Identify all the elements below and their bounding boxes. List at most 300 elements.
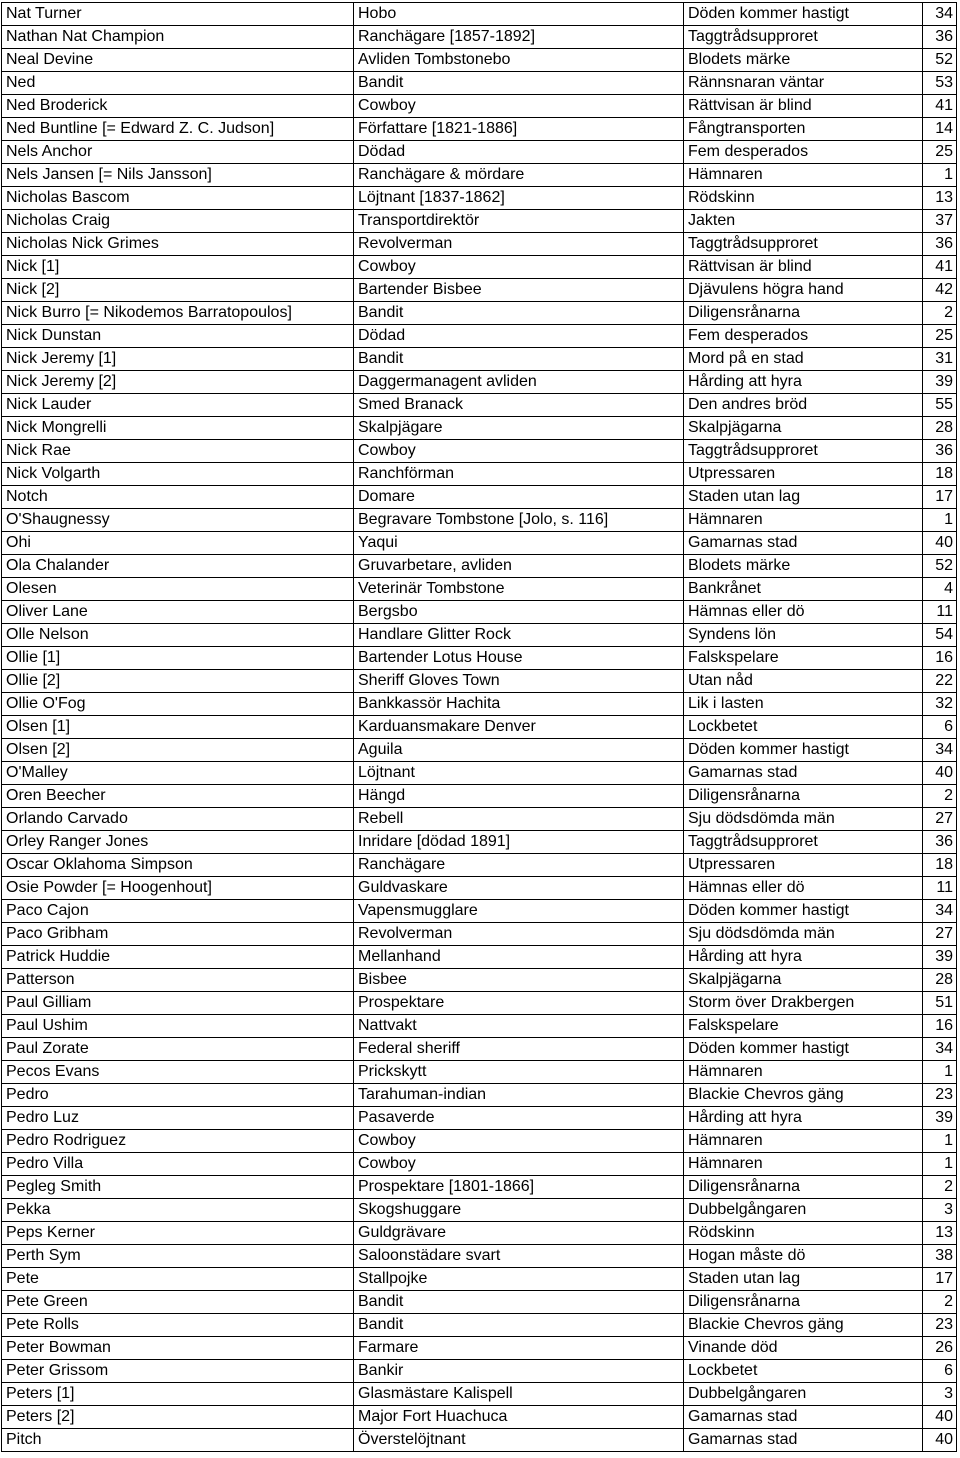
cell-role: Saloonstädare svart — [354, 1245, 684, 1268]
cell-title: Lockbetet — [684, 716, 923, 739]
cell-title: Gamarnas stad — [684, 1429, 923, 1452]
cell-title: Taggtrådsupproret — [684, 831, 923, 854]
table-row — [2, 923, 957, 946]
table-row — [2, 1291, 957, 1314]
cell-num: 40 — [923, 1429, 957, 1452]
cell-title: Vinande död — [684, 1337, 923, 1360]
cell-name: Pegleg Smith — [2, 1176, 354, 1199]
cell-role: Bandit — [354, 302, 684, 325]
table-row — [2, 946, 957, 969]
table-row — [2, 256, 957, 279]
cell-num: 17 — [923, 1268, 957, 1291]
cell-title: Fångtransporten — [684, 118, 923, 141]
cell-name: Pete Rolls — [2, 1314, 354, 1337]
cell-role: Cowboy — [354, 256, 684, 279]
cell-num: 36 — [923, 440, 957, 463]
cell-role: Bandit — [354, 348, 684, 371]
cell-name: Ned Buntline [= Edward Z. C. Judson] — [2, 118, 354, 141]
cell-title: Hämnaren — [684, 1153, 923, 1176]
cell-num: 51 — [923, 992, 957, 1015]
cell-role: Överstelöjtnant — [354, 1429, 684, 1452]
cell-title: Utan nåd — [684, 670, 923, 693]
cell-role: Bartender Bisbee — [354, 279, 684, 302]
cell-num: 1 — [923, 164, 957, 187]
table-row — [2, 187, 957, 210]
cell-num: 3 — [923, 1383, 957, 1406]
cell-num: 27 — [923, 808, 957, 831]
cell-role: Dödad — [354, 325, 684, 348]
cell-name: Perth Sym — [2, 1245, 354, 1268]
cell-num: 36 — [923, 26, 957, 49]
cell-num: 54 — [923, 624, 957, 647]
table-row — [2, 371, 957, 394]
cell-role: Bisbee — [354, 969, 684, 992]
cell-num: 34 — [923, 739, 957, 762]
cell-name: Nels Jansen [= Nils Jansson] — [2, 164, 354, 187]
cell-num: 1 — [923, 1130, 957, 1153]
cell-name: Nick Lauder — [2, 394, 354, 417]
cell-name: Peters [2] — [2, 1406, 354, 1429]
table-row — [2, 900, 957, 923]
cell-name: Peps Kerner — [2, 1222, 354, 1245]
cell-name: Ollie [1] — [2, 647, 354, 670]
cell-name: Olesen — [2, 578, 354, 601]
table-row — [2, 72, 957, 95]
cell-name: Pete — [2, 1268, 354, 1291]
cell-title: Dubbelgångaren — [684, 1199, 923, 1222]
cell-role: Ranchförman — [354, 463, 684, 486]
table-row — [2, 1176, 957, 1199]
table-row — [2, 1199, 957, 1222]
table-row — [2, 762, 957, 785]
cell-role: Mellanhand — [354, 946, 684, 969]
cell-name: Pedro — [2, 1084, 354, 1107]
cell-role: Bandit — [354, 1314, 684, 1337]
cell-num: 52 — [923, 555, 957, 578]
cell-role: Bankir — [354, 1360, 684, 1383]
cell-name: Nick Burro [= Nikodemos Barratopoulos] — [2, 302, 354, 325]
cell-role: Inridare [dödad 1891] — [354, 831, 684, 854]
table-row — [2, 1406, 957, 1429]
cell-title: Sju dödsdömda män — [684, 923, 923, 946]
cell-num: 22 — [923, 670, 957, 693]
table-row — [2, 164, 957, 187]
cell-name: Ola Chalander — [2, 555, 354, 578]
cell-num: 14 — [923, 118, 957, 141]
cell-name: Oliver Lane — [2, 601, 354, 624]
table-row — [2, 785, 957, 808]
cell-role: Glasmästare Kalispell — [354, 1383, 684, 1406]
table-row — [2, 739, 957, 762]
cell-name: Paco Cajon — [2, 900, 354, 923]
cell-role: Cowboy — [354, 440, 684, 463]
cell-num: 39 — [923, 371, 957, 394]
cell-role: Författare [1821-1886] — [354, 118, 684, 141]
cell-title: Dubbelgångaren — [684, 1383, 923, 1406]
cell-name: O'Malley — [2, 762, 354, 785]
cell-role: Cowboy — [354, 1153, 684, 1176]
cell-name: Oscar Oklahoma Simpson — [2, 854, 354, 877]
cell-title: Fem desperados — [684, 141, 923, 164]
cell-role: Begravare Tombstone [Jolo, s. 116] — [354, 509, 684, 532]
cell-title: Hämnaren — [684, 164, 923, 187]
table-row — [2, 877, 957, 900]
cell-num: 18 — [923, 463, 957, 486]
cell-role: Bergsbo — [354, 601, 684, 624]
cell-role: Aguila — [354, 739, 684, 762]
cell-num: 6 — [923, 1360, 957, 1383]
cell-name: Pedro Villa — [2, 1153, 354, 1176]
cell-title: Blodets märke — [684, 555, 923, 578]
cell-name: Nick Rae — [2, 440, 354, 463]
table-row — [2, 1245, 957, 1268]
table-row — [2, 808, 957, 831]
cell-title: Diligensrånarna — [684, 1291, 923, 1314]
cell-role: Dödad — [354, 141, 684, 164]
cell-role: Bankkassör Hachita — [354, 693, 684, 716]
cell-num: 41 — [923, 256, 957, 279]
table-row — [2, 325, 957, 348]
table-row — [2, 95, 957, 118]
table-row — [2, 1268, 957, 1291]
cell-title: Blackie Chevros gäng — [684, 1314, 923, 1337]
cell-role: Yaqui — [354, 532, 684, 555]
table-row — [2, 509, 957, 532]
table-row — [2, 831, 957, 854]
cell-name: Paul Ushim — [2, 1015, 354, 1038]
cell-role: Domare — [354, 486, 684, 509]
cell-num: 53 — [923, 72, 957, 95]
cell-title: Staden utan lag — [684, 486, 923, 509]
cell-title: Blodets märke — [684, 49, 923, 72]
table-row — [2, 969, 957, 992]
cell-title: Döden kommer hastigt — [684, 900, 923, 923]
cell-title: Rättvisan är blind — [684, 256, 923, 279]
cell-name: Olsen [2] — [2, 739, 354, 762]
table-row — [2, 486, 957, 509]
table-row — [2, 3, 957, 26]
cell-role: Revolverman — [354, 233, 684, 256]
cell-role: Nattvakt — [354, 1015, 684, 1038]
cell-name: Ned Broderick — [2, 95, 354, 118]
cell-title: Syndens lön — [684, 624, 923, 647]
cell-num: 40 — [923, 532, 957, 555]
cell-role: Löjtnant [1837-1862] — [354, 187, 684, 210]
cell-num: 2 — [923, 1176, 957, 1199]
cell-name: Nicholas Nick Grimes — [2, 233, 354, 256]
cell-num: 42 — [923, 279, 957, 302]
table-row — [2, 1084, 957, 1107]
table-row — [2, 118, 957, 141]
table-body — [2, 3, 957, 1452]
table-row — [2, 233, 957, 256]
cell-title: Jakten — [684, 210, 923, 233]
cell-num: 18 — [923, 854, 957, 877]
cell-title: Hårding att hyra — [684, 946, 923, 969]
cell-title: Döden kommer hastigt — [684, 3, 923, 26]
cell-title: Döden kommer hastigt — [684, 1038, 923, 1061]
cell-name: Ohi — [2, 532, 354, 555]
cell-num: 13 — [923, 1222, 957, 1245]
cell-num: 16 — [923, 1015, 957, 1038]
cell-role: Prospektare [1801-1866] — [354, 1176, 684, 1199]
cell-role: Tarahuman-indian — [354, 1084, 684, 1107]
cell-num: 41 — [923, 95, 957, 118]
cell-name: Pedro Luz — [2, 1107, 354, 1130]
cell-role: Guldgrävare — [354, 1222, 684, 1245]
cell-title: Hämnas eller dö — [684, 877, 923, 900]
cell-name: Nick [2] — [2, 279, 354, 302]
cell-num: 6 — [923, 716, 957, 739]
table-row — [2, 302, 957, 325]
cell-title: Döden kommer hastigt — [684, 739, 923, 762]
cell-name: Nicholas Craig — [2, 210, 354, 233]
cell-num: 23 — [923, 1314, 957, 1337]
cell-name: Ned — [2, 72, 354, 95]
cell-title: Utpressaren — [684, 463, 923, 486]
cell-num: 26 — [923, 1337, 957, 1360]
table-row — [2, 1222, 957, 1245]
cell-num: 25 — [923, 141, 957, 164]
cell-title: Storm över Drakbergen — [684, 992, 923, 1015]
cell-title: Falskspelare — [684, 647, 923, 670]
cell-title: Hårding att hyra — [684, 371, 923, 394]
cell-name: Oren Beecher — [2, 785, 354, 808]
cell-name: Osie Powder [= Hoogenhout] — [2, 877, 354, 900]
cell-num: 34 — [923, 1038, 957, 1061]
cell-role: Daggermanagent avliden — [354, 371, 684, 394]
table-row — [2, 1107, 957, 1130]
cell-role: Ranchägare [1857-1892] — [354, 26, 684, 49]
table-row — [2, 1130, 957, 1153]
cell-num: 55 — [923, 394, 957, 417]
cell-title: Rännsnaran väntar — [684, 72, 923, 95]
table-row — [2, 647, 957, 670]
cell-num: 37 — [923, 210, 957, 233]
cell-role: Pasaverde — [354, 1107, 684, 1130]
cell-title: Skalpjägarna — [684, 969, 923, 992]
cell-title: Hogan måste dö — [684, 1245, 923, 1268]
table-row — [2, 716, 957, 739]
cell-name: Peter Bowman — [2, 1337, 354, 1360]
cell-name: Notch — [2, 486, 354, 509]
cell-num: 39 — [923, 1107, 957, 1130]
cell-role: Löjtnant — [354, 762, 684, 785]
cell-name: Ollie O'Fog — [2, 693, 354, 716]
cell-num: 2 — [923, 302, 957, 325]
cell-name: Pete Green — [2, 1291, 354, 1314]
table-row — [2, 1383, 957, 1406]
cell-title: Bankrånet — [684, 578, 923, 601]
cell-title: Lik i lasten — [684, 693, 923, 716]
cell-name: Patrick Huddie — [2, 946, 354, 969]
cell-name: Olsen [1] — [2, 716, 354, 739]
cell-title: Taggtrådsupproret — [684, 233, 923, 256]
cell-name: Nick [1] — [2, 256, 354, 279]
cell-role: Revolverman — [354, 923, 684, 946]
table-row — [2, 279, 957, 302]
cell-title: Gamarnas stad — [684, 1406, 923, 1429]
cell-role: Prickskytt — [354, 1061, 684, 1084]
cell-num: 32 — [923, 693, 957, 716]
table-row — [2, 49, 957, 72]
cell-title: Blackie Chevros gäng — [684, 1084, 923, 1107]
cell-num: 36 — [923, 831, 957, 854]
table-row — [2, 1429, 957, 1452]
cell-role: Karduansmakare Denver — [354, 716, 684, 739]
cell-name: Peter Grissom — [2, 1360, 354, 1383]
cell-name: Pecos Evans — [2, 1061, 354, 1084]
table-row — [2, 532, 957, 555]
cell-name: Orley Ranger Jones — [2, 831, 354, 854]
cell-title: Fem desperados — [684, 325, 923, 348]
cell-role: Smed Branack — [354, 394, 684, 417]
table-row — [2, 1038, 957, 1061]
cell-title: Hämnas eller dö — [684, 601, 923, 624]
cell-title: Gamarnas stad — [684, 762, 923, 785]
cell-num: 27 — [923, 923, 957, 946]
cell-role: Bandit — [354, 1291, 684, 1314]
table-row — [2, 417, 957, 440]
cell-role: Rebell — [354, 808, 684, 831]
cell-num: 3 — [923, 1199, 957, 1222]
cell-name: Nick Dunstan — [2, 325, 354, 348]
cell-name: Nick Volgarth — [2, 463, 354, 486]
cell-role: Hängd — [354, 785, 684, 808]
cell-name: Paul Zorate — [2, 1038, 354, 1061]
cell-role: Sheriff Gloves Town — [354, 670, 684, 693]
cell-title: Hämnaren — [684, 1130, 923, 1153]
cell-num: 38 — [923, 1245, 957, 1268]
cell-role: Prospektare — [354, 992, 684, 1015]
cell-num: 2 — [923, 785, 957, 808]
cell-role: Bandit — [354, 72, 684, 95]
cell-name: Orlando Carvado — [2, 808, 354, 831]
cell-title: Falskspelare — [684, 1015, 923, 1038]
table-row — [2, 1337, 957, 1360]
cell-num: 4 — [923, 578, 957, 601]
cell-name: Nels Anchor — [2, 141, 354, 164]
cell-name: Nathan Nat Champion — [2, 26, 354, 49]
cell-name: Nick Mongrelli — [2, 417, 354, 440]
cell-title: Diligensrånarna — [684, 302, 923, 325]
cell-name: Nick Jeremy [1] — [2, 348, 354, 371]
cell-num: 52 — [923, 49, 957, 72]
table-row — [2, 210, 957, 233]
table-row — [2, 348, 957, 371]
cell-title: Lockbetet — [684, 1360, 923, 1383]
cell-num: 31 — [923, 348, 957, 371]
table-row — [2, 578, 957, 601]
cell-num: 1 — [923, 1153, 957, 1176]
table-row — [2, 601, 957, 624]
cell-name: O'Shaugnessy — [2, 509, 354, 532]
cell-role: Stallpojke — [354, 1268, 684, 1291]
cell-title: Hämnaren — [684, 1061, 923, 1084]
cell-name: Ollie [2] — [2, 670, 354, 693]
table-row — [2, 1015, 957, 1038]
cell-role: Major Fort Huachuca — [354, 1406, 684, 1429]
table-row — [2, 394, 957, 417]
cell-num: 39 — [923, 946, 957, 969]
cell-title: Rödskinn — [684, 187, 923, 210]
cell-num: 40 — [923, 762, 957, 785]
cell-num: 1 — [923, 509, 957, 532]
cell-role: Guldvaskare — [354, 877, 684, 900]
cell-role: Hobo — [354, 3, 684, 26]
cell-title: Den andres bröd — [684, 394, 923, 417]
cell-title: Utpressaren — [684, 854, 923, 877]
table-row — [2, 693, 957, 716]
cell-title: Gamarnas stad — [684, 532, 923, 555]
table-row — [2, 463, 957, 486]
cell-name: Nat Turner — [2, 3, 354, 26]
table-row — [2, 26, 957, 49]
cell-role: Transportdirektör — [354, 210, 684, 233]
cell-num: 23 — [923, 1084, 957, 1107]
table-row — [2, 1061, 957, 1084]
cell-role: Veterinär Tombstone — [354, 578, 684, 601]
cell-title: Rödskinn — [684, 1222, 923, 1245]
cell-num: 13 — [923, 187, 957, 210]
cell-title: Hämnaren — [684, 509, 923, 532]
table-row — [2, 141, 957, 164]
table-row — [2, 624, 957, 647]
cell-num: 28 — [923, 969, 957, 992]
cell-role: Cowboy — [354, 95, 684, 118]
cell-role: Farmare — [354, 1337, 684, 1360]
cell-role: Ranchägare & mördare — [354, 164, 684, 187]
cell-title: Mord på en stad — [684, 348, 923, 371]
table-row — [2, 670, 957, 693]
cell-name: Pedro Rodriguez — [2, 1130, 354, 1153]
cell-role: Federal sheriff — [354, 1038, 684, 1061]
cell-name: Patterson — [2, 969, 354, 992]
cell-name: Neal Devine — [2, 49, 354, 72]
table-row — [2, 854, 957, 877]
cell-num: 34 — [923, 3, 957, 26]
cell-role: Skalpjägare — [354, 417, 684, 440]
cell-name: Nicholas Bascom — [2, 187, 354, 210]
cell-num: 36 — [923, 233, 957, 256]
cell-title: Diligensrånarna — [684, 1176, 923, 1199]
cell-title: Rättvisan är blind — [684, 95, 923, 118]
cell-num: 28 — [923, 417, 957, 440]
cell-num: 2 — [923, 1291, 957, 1314]
table-row — [2, 555, 957, 578]
cell-role: Ranchägare — [354, 854, 684, 877]
table-row — [2, 1360, 957, 1383]
cell-num: 34 — [923, 900, 957, 923]
cell-num: 40 — [923, 1406, 957, 1429]
cell-name: Paco Gribham — [2, 923, 354, 946]
cell-title: Taggtrådsupproret — [684, 440, 923, 463]
cell-num: 17 — [923, 486, 957, 509]
cell-num: 1 — [923, 1061, 957, 1084]
index-table — [1, 2, 957, 1452]
cell-title: Djävulens högra hand — [684, 279, 923, 302]
table-row — [2, 440, 957, 463]
cell-num: 11 — [923, 601, 957, 624]
cell-role: Bartender Lotus House — [354, 647, 684, 670]
cell-role: Gruvarbetare, avliden — [354, 555, 684, 578]
table-row — [2, 992, 957, 1015]
table-row — [2, 1153, 957, 1176]
cell-title: Hårding att hyra — [684, 1107, 923, 1130]
cell-num: 11 — [923, 877, 957, 900]
table-row — [2, 1314, 957, 1337]
cell-title: Staden utan lag — [684, 1268, 923, 1291]
